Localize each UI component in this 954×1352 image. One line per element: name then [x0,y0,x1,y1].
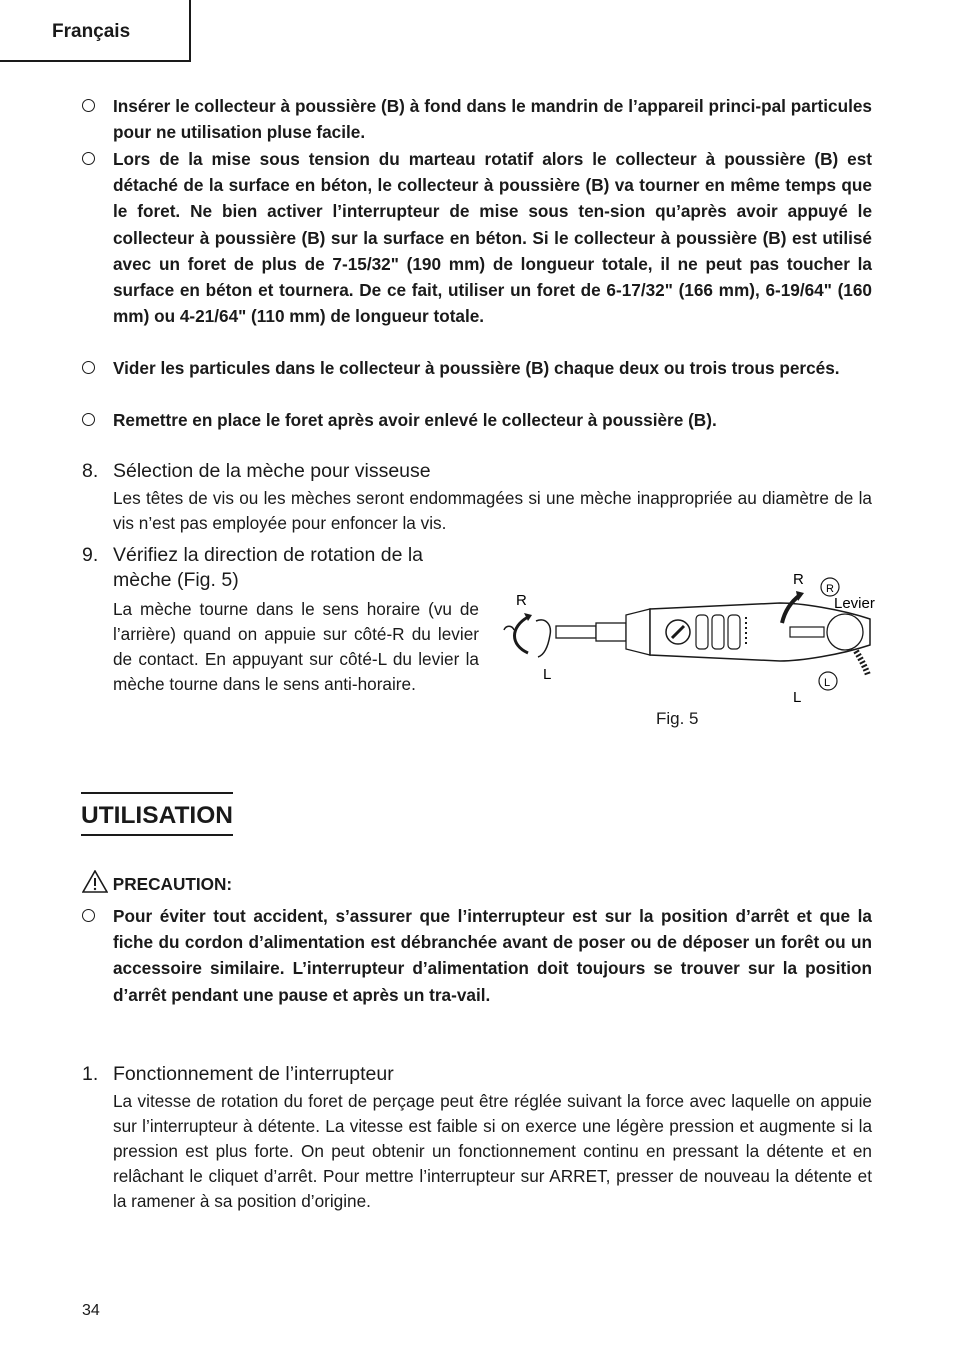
item-number: 1. [82,1063,99,1085]
label-r-right: R [793,571,804,588]
label-r-left: R [516,592,527,609]
item-heading: Fonctionnement de l’interrupteur [113,1063,394,1085]
label-l-left: L [543,666,552,683]
item-number: 9. [82,544,99,566]
bit-shank-icon [556,626,596,638]
lever-icon [790,627,824,637]
bullet-item [82,355,872,381]
caution-label: PRECAUTION: [112,874,233,894]
bullet-circle-icon [82,909,95,922]
circle-r-label: R [826,583,834,595]
bullet-text: Lors de la mise sous tension du marteau rotatif alors le collecteur à poussière (B) est détaché de la surface en béton, le collecteur à poussière (B) va tourner en même temps que le foret. Ne bien activer l’interrupteur de mise sous ten-sion qu’après avoir appuyé le collecteur à poussière (B) sur la surface en béton. Si le collecteur à poussière (B) est utilisé avec un foret de plus de 7-15/32" (190 mm) de longueur totale, il ne peut pas toucher la surface en béton et tournera. De ce fait, utiliser un foret de 6-17/32" (166 mm), 6-19/64" (160 mm) ou 4-21/64" (110 mm) de longueur totale. [113,149,872,327]
caution-bullet [82,903,872,1008]
item-heading: Vérifiez la direction de rotation de la mèche (Fig. 5) [113,544,424,591]
item-1-text: La vitesse de rotation du foret de perçage peut être réglée suivant la force avec laquelle on appuie sur l’interrupteur à détente. La vitesse est faible si on exerce une légère pression et augmente si la pression est plus forte. On peut obtenir un fonctionnement continu en pressant la détente et en relâchant le cliquet d’arrêt. Pour mettre l’interrupteur sur ARRET, presser de nouveau la détente et la ramener à sa position d’origine. [113,1091,872,1211]
bullet-item [82,407,872,433]
bullet-text: Vider les particules dans le collecteur à poussière (B) chaque deux ou trois trous percés. [113,358,840,378]
language-tab [0,0,191,62]
language-label: Français [52,21,131,42]
bullet-text: Insérer le collecteur à poussière (B) à fond dans le mandrin de l’appareil princi-pal particules pour ne utilisation pluse facile. [113,96,872,143]
chuck-icon [626,609,650,655]
figure-caption: Fig. 5 [656,709,699,728]
bullet-item [82,93,872,145]
label-l-right: L [793,689,802,706]
item-1-heading [82,1062,872,1087]
item-number: 8. [82,460,99,482]
bullet-circle-icon [82,413,95,426]
circle-l-label: L [824,677,831,689]
label-lever: Levier [834,595,875,612]
item-9-heading [82,543,480,592]
item-8-text: Les têtes de vis ou les mèches seront endommagées si une mèche inappropriée au diamètre de la vis n’est pas employée pour enfoncer la vis. [113,488,872,533]
bullet-text: Remettre en place le foret après avoir enlevé le collecteur à poussière (B). [113,410,717,430]
bullet-item [82,146,872,329]
page-number: 34 [82,1302,100,1319]
l-arrow-icon [856,651,868,675]
section-title: UTILISATION [81,792,233,836]
bullet-circle-icon [82,99,95,112]
bullet-text: Pour éviter tout accident, s’assurer que l’interrupteur est sur la position d’arrêt et que la fiche du cordon d’alimentation est débranchée avant de poser ou de déposer un forêt ou un accessoire similaire. L’interrupteur d’alimentation doit toujours se trouver sur la position d’arrêt pendant une pause et après un tra-vail. [113,906,872,1005]
rotation-arrow-icon [515,617,529,653]
item-9-text: La mèche tourne dans le sens horaire (vu de l’arrière) quand on appuie sur côté-R du levier de contact. En appuyant sur côté-L du levier la mèche tourne dans le sens anti-horaire. [113,599,479,694]
drill-rotation-figure [500,565,880,715]
warning-triangle-icon [82,870,108,893]
bullet-circle-icon [82,152,95,165]
item-8-heading [82,459,872,484]
item-heading: Sélection de la mèche pour visseuse [113,460,431,482]
drill-bit-icon [536,620,550,657]
bullet-circle-icon [82,361,95,374]
caution-heading [82,870,232,895]
